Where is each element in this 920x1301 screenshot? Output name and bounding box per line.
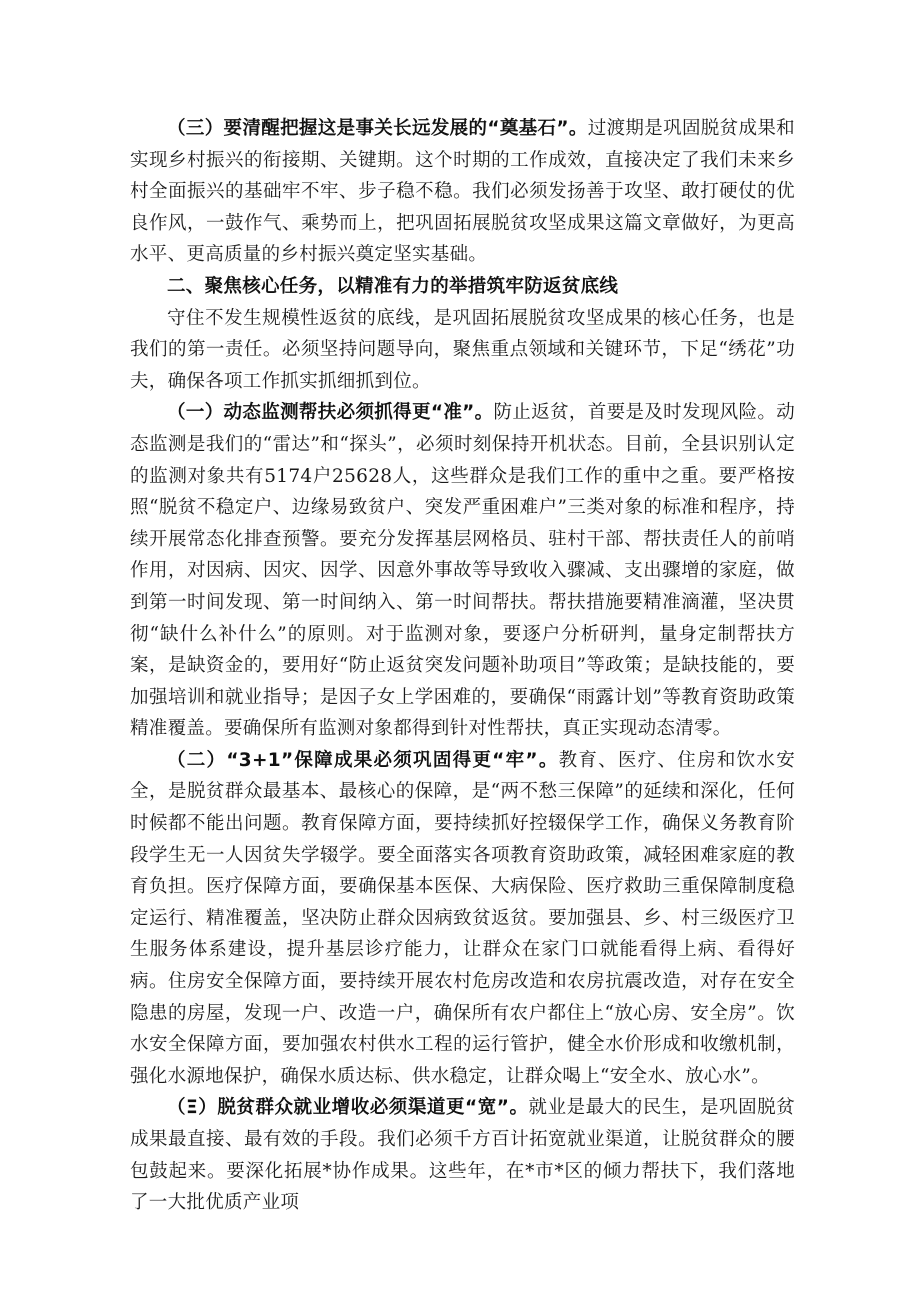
subheading-two: （二）“3+1”保障成果必须巩固得更“牢”。	[167, 749, 559, 771]
paragraph-foundation-stone	[130, 113, 795, 271]
paragraph-employment	[130, 1092, 795, 1218]
subheading-three-employment: （Ξ）脱贫群众就业增收必须渠道更“宽”。	[167, 1097, 529, 1119]
paragraph-core-task	[130, 303, 795, 398]
paragraph-guarantee	[130, 745, 795, 1093]
paragraph-text: 教育、医疗、住房和饮水安全，是脱贫群众最基本、最核心的保障，是“两不愁三保障”的延续和深化，任何时候都不能出问题。教育保障方面，要持续抓好控辍保学工作，确保义务教育阶段学生无一人因贫失学辍学。要全面落实各项教育资助政策，减轻困难家庭的教育负担。医疗保障方面，要确保基本医保、大病保险、医疗救助三重保障制度稳定运行、精准覆盖，坚决防止群众因病致贫返贫。要加强县、乡、村三级医疗卫生服务体系建设，提升基层诊疗能力，让群众在家门口就能看得上病、看得好病。住房安全保障方面，要持续开展农村危房改造和农房抗震改造，对存在安全隐患的房屋，发现一户、改造一户，确保所有农户都住上“放心房、安全房”。饮水安全保障方面，要加强农村供水工程的运行管护，健全水价形成和收缴机制，强化水源地保护，确保水质达标、供水稳定，让群众喝上“安全水、放心水”。	[130, 749, 796, 1087]
subheading-three: （三）要清醒把握这是事关长远发展的“奠基石”。	[167, 118, 588, 139]
paragraph-text: 过渡期是巩固脱贫成果和实现乡村振兴的衔接期、关键期。这个时期的工作成效，直接决定了我们未来乡村全面振兴的基础牢不牢、步子稳不稳。我们必须发扬善于攻坚、敢打硬仗的优良作风，一鼓作气、乘势而上，把巩固拓展脱贫攻坚成果这篇文章做好，为更高水平、更高质量的乡村振兴奠定坚实基础。	[130, 118, 795, 266]
paragraph-dynamic-monitoring	[130, 397, 795, 745]
subheading-one: （一）动态监测帮扶必须抓得更“准”。	[167, 402, 494, 424]
paragraph-text: 防止返贫，首要是及时发现风险。动态监测是我们的“雷达”和“探头”，必须时刻保持开机状态。目前，全县识别认定的监测对象共有5174户25628人，这些群众是我们工作的重中之重。要严格按照“脱贫不稳定户、边缘易致贫户、突发严重困难户”三类对象的标准和程序，持续开展常态化排查预警。要充分发挥基层网格员、驻村干部、帮扶责任人的前哨作用，对因病、因灾、因学、因意外事故等导致收入骤减、支出骤增的家庭，做到第一时间发现、第一时间纳入、第一时间帮扶。帮扶措施要精准滴灌，坚决贯彻“缺什么补什么”的原则。对于监测对象，要逐户分析研判，量身定制帮扶方案，是缺资金的，要用好“防止返贫突发问题补助项目”等政策；是缺技能的，要加强培训和就业指导；是因子女上学困难的，要确保“雨露计划”等教育资助政策精准覆盖。要确保所有监测对象都得到针对性帮扶，真正实现动态清零。	[130, 402, 796, 740]
paragraph-text: 就业是最大的民生，是巩固脱贫成果最直接、最有效的手段。我们必须千方百计拓宽就业渠道，让脱贫群众的腰包鼓起来。要深化拓展*协作成果。这些年，在*市*区的倾力帮扶下，我们落地了一大批优质产业项	[130, 1097, 795, 1214]
paragraph-text: 守住不发生规模性返贫的底线，是巩固拓展脱贫攻坚成果的核心任务，也是我们的第一责任。必须坚持问题导向，聚焦重点领域和关键环节，下足“绣花”功夫，确保各项工作抓实抓细抓到位。	[130, 307, 795, 392]
section-heading-two: 二、聚焦核心任务，以精准有力的举措筑牢防返贫底线	[167, 275, 619, 297]
document-body	[130, 113, 795, 1219]
